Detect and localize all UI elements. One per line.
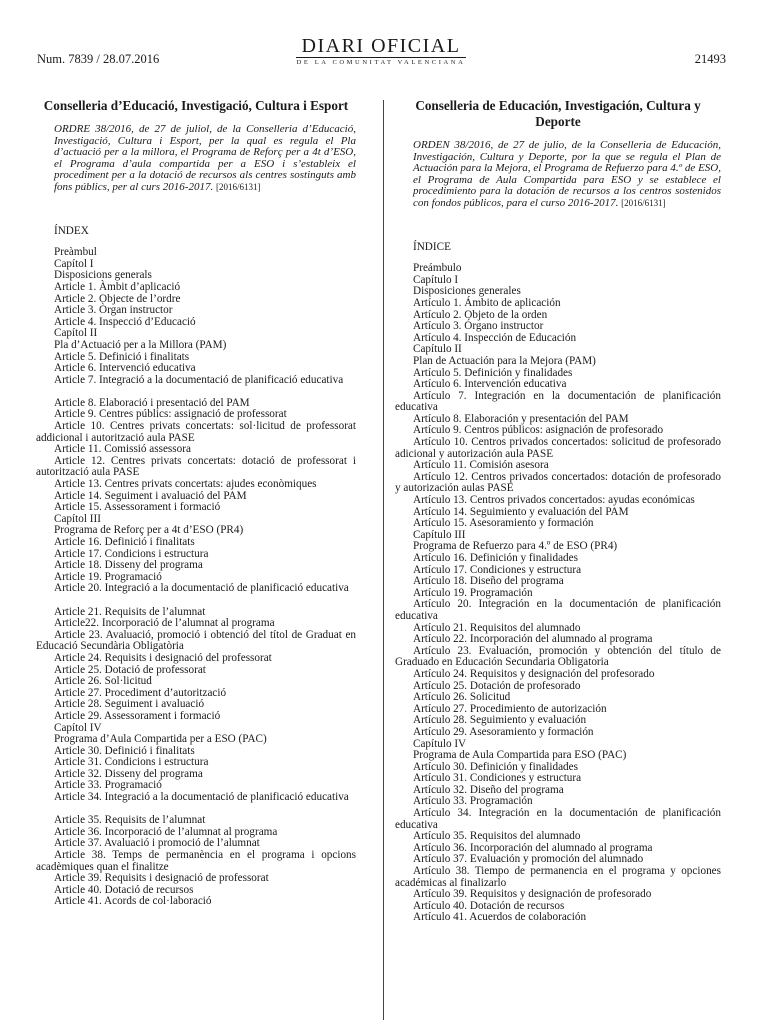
- masthead-logo: [296, 36, 466, 67]
- toc-item: Article 3. Òrgan instructor: [54, 304, 173, 317]
- toc-item: Article 7. Integració a la documentació de planificació educativa: [54, 373, 344, 386]
- toc-item: Article 21. Requisits de l’alumnat: [54, 605, 206, 618]
- toc-item: Artículo 24. Requisitos y designación del profesorado: [413, 667, 655, 680]
- toc-item: Article 24. Requisits i designació del professorat: [54, 651, 272, 664]
- abstract-text: ORDEN 38/2016, de 27 de julio, de la Conselleria de Educación, Investigación, Cultura y Deporte, por la que se regula el Plan de Actuación para la Mejora, el Programa de Refuerzo para 4.º de ESO, el Programa de Aula Compartida para ESO y se establece el procedimiento para la dotación de recursos a los centros sostenidos con fondos públicos, para el curso 2016-2017.: [413, 139, 721, 209]
- toc-item: Artículo 16. Definición y finalidades: [413, 552, 578, 564]
- toc-item: Capítulo IV: [413, 737, 467, 750]
- toc-item: Artículo 28. Seguimiento y evaluación: [413, 714, 587, 727]
- toc-item: Artículo 27. Procedimiento de autorización: [413, 702, 607, 715]
- toc-item: Article 25. Dotació de professorat: [54, 663, 206, 676]
- toc-item: Article 26. Sol·licitud: [54, 675, 152, 688]
- toc-item: Disposiciones generales: [413, 285, 521, 298]
- toc-item: Artículo 15. Asesoramiento y formación: [413, 517, 594, 530]
- toc-item: Artículo 6. Intervención educativa: [413, 378, 567, 391]
- toc-item: Article 33. Programació: [54, 779, 162, 792]
- toc-item: Article 8. Elaboració i presentació del PAM: [54, 396, 250, 409]
- abstract-text: ORDRE 38/2016, de 27 de juliol, de la Conselleria d’Educació, Investigació, Cultura i Esport, per la qual es regula el Pla d’actuació per a la millora, el Programa de Reforç per a 4t d’ESO, el Programa d’aula compartida per a ESO i s’estableix el procediment per a la dotació de recursos als centres sostinguts amb fons públics, per al curs 2016-2017.: [54, 123, 356, 193]
- toc-item: Article 28. Seguiment i avaluació: [54, 698, 205, 711]
- toc-item: Article 35. Requisits de l’alumnat: [54, 814, 206, 827]
- toc-item: Article 11. Comissió assessora: [54, 443, 191, 456]
- index-heading: ÍNDICE: [413, 240, 451, 253]
- toc-item: Artículo 26. Solicitud: [413, 691, 511, 704]
- toc-item: Capítulo II: [413, 343, 462, 356]
- toc-item: Article 17. Condicions i estructura: [54, 547, 209, 560]
- toc-item: Article 5. Definició i finalitats: [54, 350, 190, 363]
- toc-item: Article 6. Intervenció educativa: [54, 362, 196, 375]
- page-number: 21493: [694, 52, 726, 66]
- toc-item: Article 14. Seguiment i avaluació del PAM: [54, 489, 247, 502]
- toc-item: Artículo 5. Definición y finalidades: [413, 366, 573, 379]
- toc-item: Article 16. Definició i finalitats: [54, 536, 195, 548]
- toc-item: Capítulo I: [413, 273, 459, 286]
- toc-item: Artículo 10. Centros privados concertados: solicitud de profesorado adicional y autorización aula PASE: [395, 436, 721, 460]
- toc-item: Artículo 3. Órgano instructor: [413, 320, 544, 333]
- column-divider: [383, 100, 384, 1020]
- toc-item: Artículo 13. Centros privados concertados: ayudas económicas: [413, 494, 695, 507]
- reference-code: [2016/6131]: [621, 197, 666, 208]
- toc-item: Artículo 29. Asesoramiento y formación: [413, 725, 594, 738]
- toc-item: Artículo 30. Definición y finalidades: [413, 760, 578, 773]
- toc-item: Artículo 11. Comisión asesora: [413, 459, 549, 472]
- toc-item: Article 23. Avaluació, promoció i obtenció del títol de Graduat en Educació Secundària Obligatòria: [36, 628, 356, 653]
- toc-item: Artículo 35. Requisitos del alumnado: [413, 830, 581, 843]
- masthead-subtitle: DE LA COMUNITAT VALENCIANA: [296, 59, 466, 66]
- order-abstract: [54, 124, 356, 194]
- toc-item: Disposicions generals: [54, 269, 152, 282]
- toc-item: Programa d’Aula Compartida per a ESO (PAC): [54, 733, 267, 746]
- toc-item: Artículo 18. Diseño del programa: [413, 575, 564, 588]
- toc-item: Artículo 8. Elaboración y presentación del PAM: [413, 412, 629, 425]
- toc-item: Article 32. Disseny del programa: [54, 767, 203, 780]
- toc-item: Article 15. Assessorament i formació: [54, 501, 221, 514]
- toc-item: Programa de Refuerzo para 4.º de ESO (PR4): [413, 540, 618, 553]
- toc-item: Artículo 17. Condiciones y estructura: [413, 563, 582, 576]
- toc-item: Article 12. Centres privats concertats: dotació de professorat i autorització aula PASE: [36, 454, 356, 479]
- page-header: [0, 0, 768, 75]
- toc-item: Artículo 32. Diseño del programa: [413, 783, 564, 796]
- toc-item: Preámbulo: [413, 262, 462, 275]
- toc-item: Article 36. Incorporació de l’alumnat al programa: [54, 825, 278, 838]
- toc-item: Article 2. Objecte de l’ordre: [54, 292, 181, 305]
- department-title: Conselleria de Educación, Investigación, Cultura y Deporte: [415, 98, 701, 129]
- toc-item: Capítol II: [54, 327, 98, 340]
- toc-item: Article 19. Programació: [54, 570, 162, 583]
- toc-item: Capítulo III: [413, 528, 466, 541]
- toc-item: Artículo 25. Dotación de profesorado: [413, 679, 581, 692]
- toc-item: Article 13. Centres privats concertats: ajudes econòmiques: [54, 478, 317, 491]
- toc-item: Article 40. Dotació de recursos: [54, 883, 194, 896]
- valencian-column: [36, 98, 356, 908]
- toc-item: Artículo 22. Incorporación del alumnado al programa: [413, 633, 653, 646]
- toc-item: Artículo 12. Centros privados concertados: dotación de profesorado y autorización aulas PASE: [395, 470, 721, 495]
- toc-item: Artículo 1. Ámbito de aplicación: [413, 296, 561, 309]
- toc-item: Article 31. Condicions i estructura: [54, 756, 209, 769]
- toc-item: Artículo 9. Centros públicos: asignación de profesorado: [413, 424, 664, 437]
- toc-item: Preàmbul: [54, 246, 97, 259]
- toc-item: Artículo 20. Integración en la documentación de planificación educativa: [395, 598, 721, 622]
- toc-item: Artículo 37. Evaluación y promoción del alumnado: [413, 853, 644, 866]
- toc-item: Article 29. Assessorament i formació: [54, 709, 221, 722]
- table-of-contents: [395, 263, 721, 924]
- toc-item: Article 34. Integració a la documentació de planificació educativa: [54, 791, 349, 804]
- masthead-rule: [296, 57, 466, 58]
- toc-item: Article 10. Centres privats concertats: sol·licitud de professorat addicional i autorització aula PASE: [36, 420, 356, 444]
- toc-item: Article 27. Procediment d’autorització: [54, 686, 227, 699]
- index-heading: ÍNDEX: [54, 224, 89, 237]
- toc-item: Article 37. Avaluació i promoció de l’alumnat: [54, 837, 260, 850]
- toc-item: Artículo 7. Integración en la documentación de planificación educativa: [395, 389, 721, 414]
- toc-item: Artículo 19. Programación: [413, 586, 533, 599]
- toc-item: Artículo 38. Tiempo de permanencia en el programa y opciones académicas al finalizarlo: [395, 865, 721, 889]
- toc-item: Artículo 34. Integración en la documentación de planificación educativa: [395, 807, 721, 831]
- toc-item: Artículo 21. Requisitos del alumnado: [413, 621, 581, 634]
- table-of-contents: [36, 247, 356, 908]
- toc-item: Artículo 4. Inspección de Educación: [413, 331, 577, 344]
- toc-item: Artículo 2. Objeto de la orden: [413, 308, 548, 321]
- toc-item: Capítol I: [54, 257, 94, 270]
- toc-item: Plan de Actuación para la Mejora (PAM): [413, 354, 596, 367]
- toc-item: Programa de Reforç per a 4t d’ESO (PR4): [54, 524, 244, 537]
- toc-item: Programa de Aula Compartida para ESO (PAC): [413, 749, 627, 762]
- toc-item: Article 41. Acords de col·laboració: [54, 895, 212, 908]
- toc-item: Article 4. Inspecció d’Educació: [54, 315, 196, 328]
- department-title: Conselleria d’Educació, Investigació, Cultura i Esport: [43, 98, 349, 113]
- masthead-title: DIARI OFICIAL: [301, 35, 461, 57]
- order-abstract: [413, 140, 721, 210]
- toc-item: Artículo 40. Dotación de recursos: [413, 899, 565, 912]
- toc-item: Artículo 36. Incorporación del alumnado al programa: [413, 841, 653, 854]
- toc-item: Article 20. Integració a la documentació de planificació educativa: [54, 582, 349, 595]
- reference-code: [2016/6131]: [215, 181, 261, 192]
- toc-item: Article 30. Definició i finalitats: [54, 744, 195, 757]
- toc-item: Pla d’Actuació per a la Millora (PAM): [54, 338, 227, 351]
- toc-item: Article22. Incorporació de l’alumnat al programa: [54, 617, 275, 630]
- toc-item: Article 9. Centres públics: assignació de professorat: [54, 408, 287, 421]
- toc-item: Article 39. Requisits i designació de professorat: [54, 872, 269, 885]
- toc-item: Capítol III: [54, 512, 101, 525]
- toc-item: Artículo 39. Requisitos y designación de profesorado: [413, 888, 652, 901]
- toc-item: Artículo 33. Programación: [413, 795, 533, 808]
- toc-item: Artículo 31. Condiciones y estructura: [413, 772, 582, 785]
- toc-item: Capítol IV: [54, 721, 102, 734]
- issue-number: Num. 7839 / 28.07.2016: [37, 52, 160, 66]
- toc-item: Article 1. Àmbit d’aplicació: [54, 280, 181, 293]
- toc-item: Artículo 14. Seguimiento y evaluación del PAM: [413, 505, 629, 518]
- toc-item: Artículo 41. Acuerdos de colaboración: [413, 911, 587, 924]
- toc-item: Article 18. Disseny del programa: [54, 559, 203, 572]
- toc-item: Artículo 23. Evaluación, promoción y obtención del título de Graduado en Educación Secundaria Obligatoria: [395, 644, 721, 669]
- toc-item: Article 38. Temps de permanència en el programa i opcions acadèmiques quan el finalitze: [36, 849, 356, 873]
- spanish-column: [395, 98, 721, 924]
